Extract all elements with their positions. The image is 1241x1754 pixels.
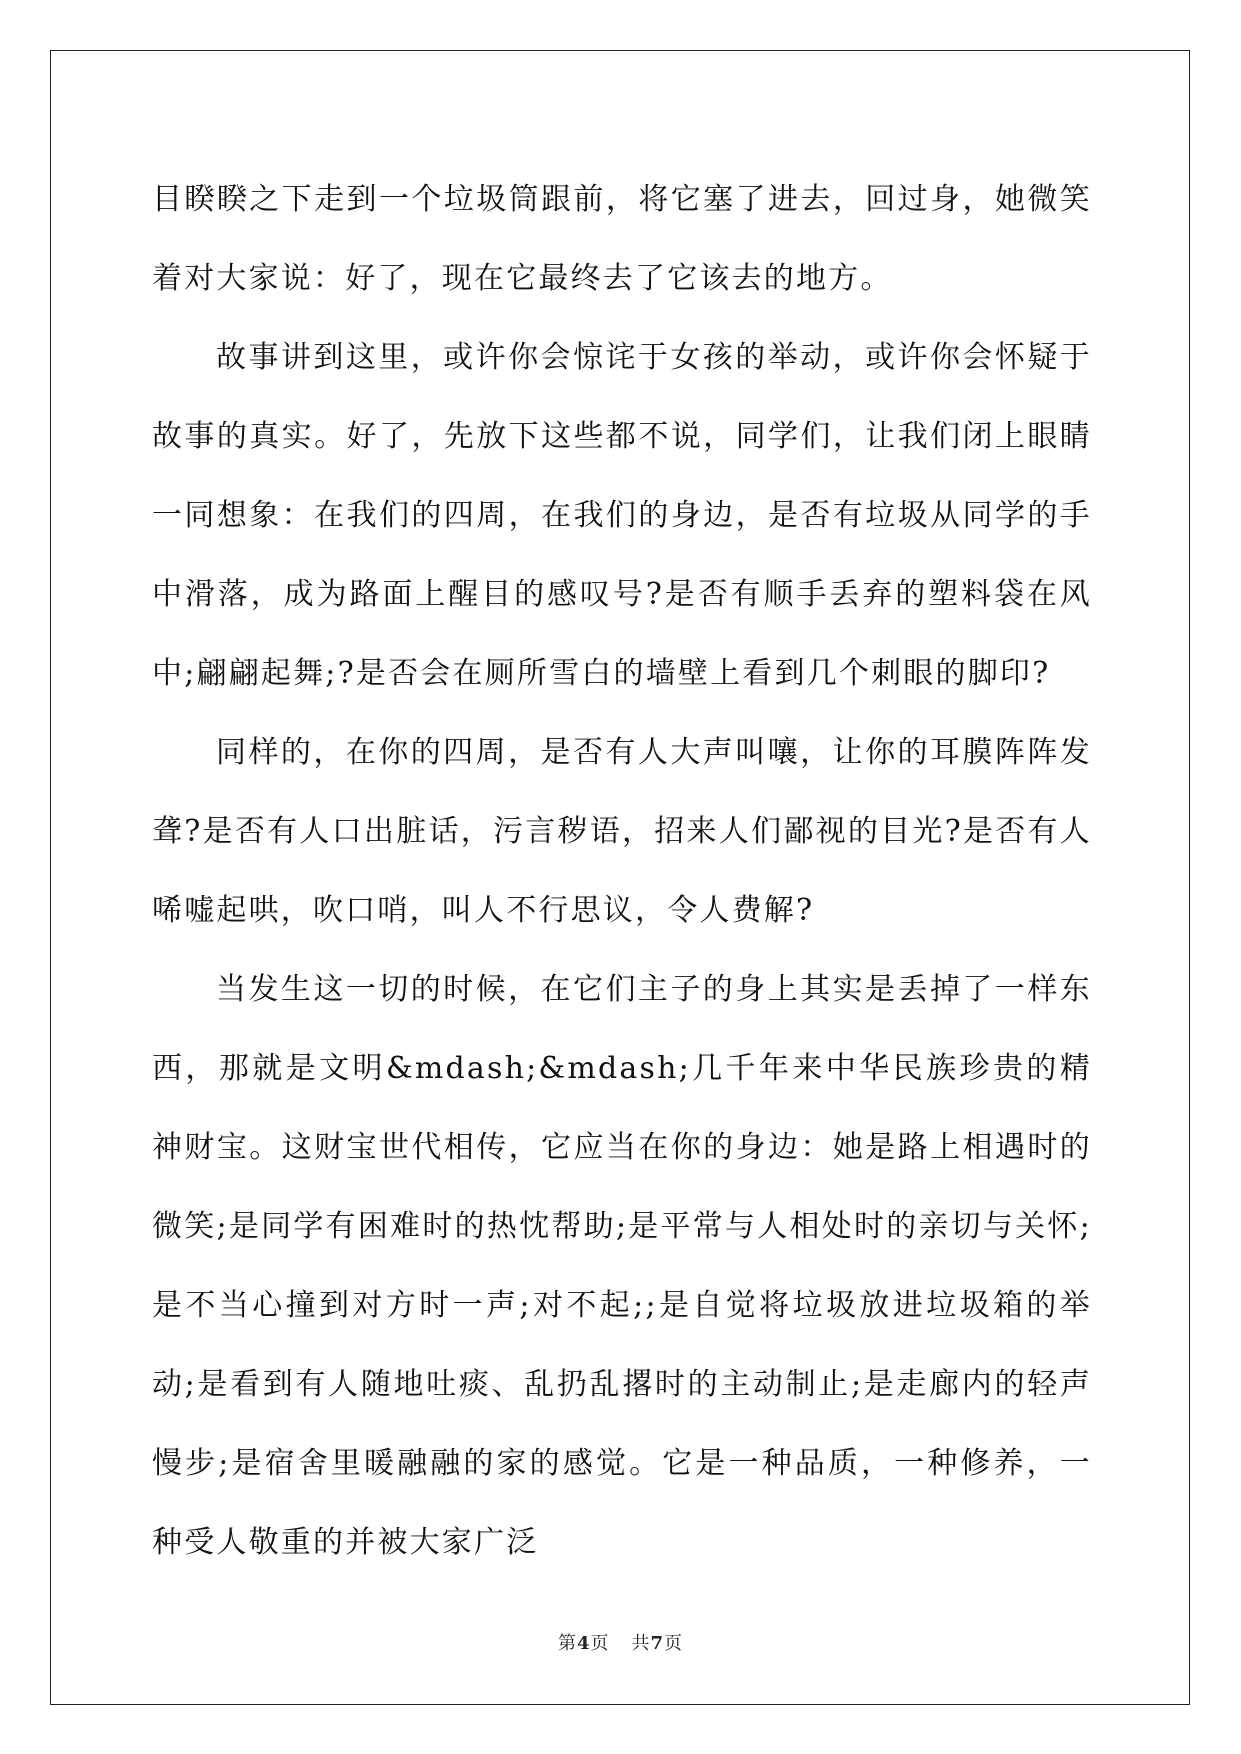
page-footer bbox=[0, 1629, 1241, 1655]
paragraph-4: 当发生这一切的时候，在它们主子的身上其实是丢掉了一样东西，那就是文明&mdash;&mdash;几千年来中华民族珍贵的精神财宝。这财宝世代相传，它应当在你的身边：她是路上相遇时的微笑;是同学有困难时的热忱帮助;是平常与人相处时的亲切与关怀;是不当心撞到对方时一声;对不起;;是自觉将垃圾放进垃圾箱的举动;是看到有人随地吐痰、乱扔乱撂时的主动制止;是走廊内的轻声慢步;是宿舍里暖融融的家的感觉。它是一种品质，一种修养，一种受人敬重的并被大家广泛 bbox=[152, 972, 1092, 1560]
document-body bbox=[152, 160, 1092, 1582]
footer-page-suffix: 页 bbox=[590, 1633, 610, 1654]
paragraph-2: 故事讲到这里，或许你会惊诧于女孩的举动，或许你会怀疑于故事的真实。好了，先放下这些都不说，同学们，让我们闭上眼睛一同想象：在我们的四周，在我们的身边，是否有垃圾从同学的手中滑落，成为路面上醒目的感叹号?是否有顺手丢弃的塑料袋在风中;翩翩起舞;?是否会在厕所雪白的墙壁上看到几个刺眼的脚印? bbox=[152, 340, 1092, 691]
footer-total-suffix: 页 bbox=[664, 1633, 684, 1654]
footer-total-prefix: 共 bbox=[631, 1633, 651, 1654]
current-page-number: 4 bbox=[576, 1633, 591, 1654]
total-page-number: 7 bbox=[650, 1633, 665, 1654]
paragraph-3: 同样的，在你的四周，是否有人大声叫嚷，让你的耳膜阵阵发聋?是否有人口出脏话，污言秽语，招来人们鄙视的目光?是否有人唏嘘起哄，吹口哨，叫人不行思议，令人费解? bbox=[152, 735, 1092, 928]
footer-prefix: 第 bbox=[557, 1633, 577, 1654]
paragraph-1: 目睽睽之下走到一个垃圾筒跟前，将它塞了进去，回过身，她微笑着对大家说：好了，现在它最终去了它该去的地方。 bbox=[152, 182, 1092, 296]
